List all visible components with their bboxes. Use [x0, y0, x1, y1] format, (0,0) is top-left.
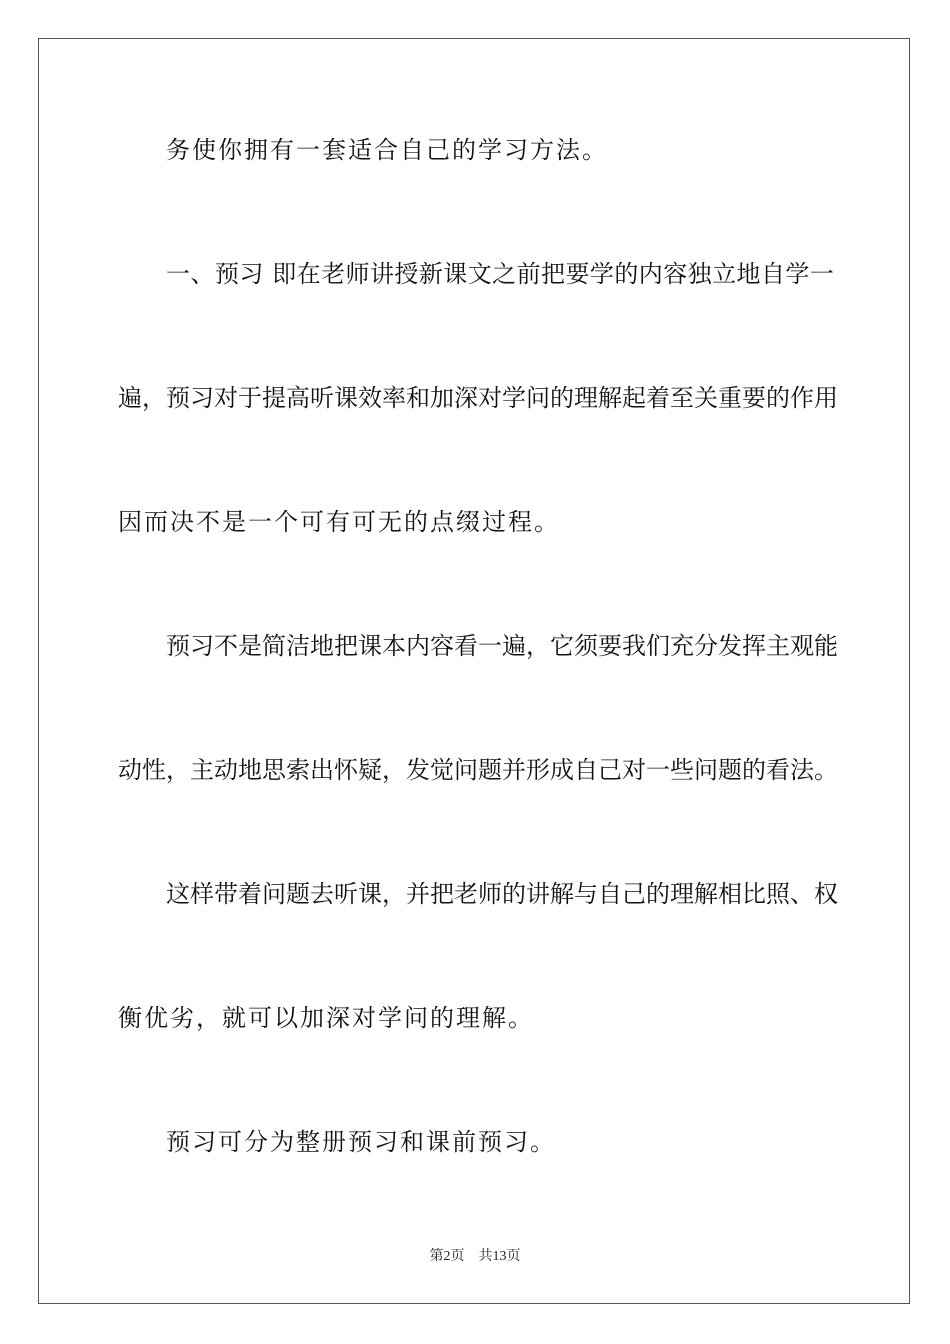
text-char: 发 — [406, 756, 430, 784]
text-char: 遍 — [502, 632, 526, 660]
text-char: 独 — [687, 260, 712, 288]
text-char: 的 — [646, 880, 670, 908]
text-char: 索 — [286, 756, 310, 784]
text-char: 课 — [358, 880, 382, 908]
text-char: 们 — [646, 632, 670, 660]
text-char: 的 — [550, 384, 574, 412]
text-char: 本 — [382, 632, 406, 660]
text-char: 对 — [214, 384, 238, 412]
text-char: 成 — [550, 756, 574, 784]
text-char: 容 — [430, 632, 454, 660]
text-char: ， — [526, 632, 550, 660]
text-char: 这 — [166, 880, 190, 908]
text-char: 形 — [526, 756, 550, 784]
text-char: 率 — [382, 384, 406, 412]
text-char: 课 — [443, 260, 468, 288]
text-char: 学 — [785, 260, 810, 288]
text-char: 、 — [190, 260, 215, 288]
text-char: 看 — [454, 632, 478, 660]
text-char: 的 — [742, 756, 766, 784]
text-char: 己 — [622, 880, 646, 908]
text-line-4: 因而决不是一个可有可无的点缀过程。 — [118, 508, 560, 536]
text-char: 看 — [766, 756, 790, 784]
text-char: 与 — [574, 880, 598, 908]
text-char: 须 — [574, 632, 598, 660]
text-char: 不 — [214, 632, 238, 660]
text-char: 习 — [190, 384, 214, 412]
text-char: 自 — [760, 260, 785, 288]
text-char: 样 — [190, 880, 214, 908]
text-char: 己 — [598, 756, 622, 784]
text-char: 起 — [622, 384, 646, 412]
text-char: 理 — [574, 384, 598, 412]
text-char: 解 — [550, 880, 574, 908]
text-char: 地 — [238, 756, 262, 784]
text-char: 主 — [190, 756, 214, 784]
text-char: 动 — [214, 756, 238, 784]
text-char: 并 — [502, 756, 526, 784]
text-line-8: 衡优劣，就可以加深对学问的理解。 — [118, 1004, 534, 1032]
text-char: 着 — [238, 880, 262, 908]
text-char: 地 — [310, 632, 334, 660]
text-char: 动 — [118, 756, 142, 784]
text-char: 重 — [718, 384, 742, 412]
text-char: 些 — [670, 756, 694, 784]
current-page-number: 第2页 — [429, 1249, 465, 1264]
text-char: 比 — [742, 880, 766, 908]
text-char: 至 — [670, 384, 694, 412]
text-char: 理 — [670, 880, 694, 908]
text-char: 深 — [454, 384, 478, 412]
text-char: 能 — [814, 632, 838, 660]
text-char: 要 — [598, 632, 622, 660]
text-char: 之 — [492, 260, 517, 288]
text-char: 带 — [214, 880, 238, 908]
text-char: 解 — [598, 384, 622, 412]
text-char: 效 — [358, 384, 382, 412]
text-char: 要 — [565, 260, 590, 288]
text-char: 前 — [516, 260, 541, 288]
text-char: 预 — [166, 384, 190, 412]
text-char: 分 — [694, 632, 718, 660]
text-char: 它 — [550, 632, 574, 660]
text-char: 挥 — [742, 632, 766, 660]
text-char: 问 — [454, 756, 478, 784]
page-footer — [0, 1248, 950, 1266]
text-char: 习 — [239, 260, 264, 288]
text-char: 学 — [502, 384, 526, 412]
text-char: 题 — [478, 756, 502, 784]
text-char: 发 — [718, 632, 742, 660]
text-char: 的 — [502, 880, 526, 908]
text-char: 权 — [814, 880, 838, 908]
text-char: 对 — [478, 384, 502, 412]
text-char: 容 — [663, 260, 688, 288]
text-char: 一 — [166, 260, 190, 288]
text-char: ， — [142, 384, 166, 412]
text-char: 、 — [790, 880, 814, 908]
text-char: 习 — [190, 632, 214, 660]
text-char: 对 — [622, 756, 646, 784]
text-line-5 — [166, 631, 838, 661]
text-line-9: 预习可分为整册预习和课前预习。 — [166, 1128, 556, 1156]
text-char: ， — [382, 880, 406, 908]
text-char: 问 — [694, 756, 718, 784]
text-char — [264, 259, 272, 289]
text-char: 预 — [166, 632, 190, 660]
text-char: 思 — [262, 756, 286, 784]
text-line-3 — [118, 383, 838, 413]
text-char: 简 — [262, 632, 286, 660]
text-char: 讲 — [526, 880, 550, 908]
text-char: 听 — [310, 384, 334, 412]
text-char: 法 — [790, 756, 814, 784]
text-char: 课 — [358, 632, 382, 660]
text-char: 问 — [526, 384, 550, 412]
text-char: 一 — [646, 756, 670, 784]
text-char: 主 — [766, 632, 790, 660]
text-char: 洁 — [286, 632, 310, 660]
text-char: 听 — [334, 880, 358, 908]
text-char: 老 — [321, 260, 346, 288]
text-char: 问 — [262, 880, 286, 908]
text-char: ， — [166, 756, 190, 784]
text-char: 我 — [622, 632, 646, 660]
text-char: 觉 — [430, 756, 454, 784]
text-char: 课 — [334, 384, 358, 412]
text-char: 立 — [712, 260, 737, 288]
text-char: 把 — [334, 632, 358, 660]
text-char: 高 — [286, 384, 310, 412]
text-char: 学 — [589, 260, 614, 288]
text-char: 题 — [718, 756, 742, 784]
text-char: 老 — [454, 880, 478, 908]
text-char: 内 — [406, 632, 430, 660]
text-line-7 — [166, 879, 838, 909]
text-char: 于 — [238, 384, 262, 412]
text-char: 解 — [694, 880, 718, 908]
text-char: 自 — [598, 880, 622, 908]
text-char: 遍 — [118, 384, 142, 412]
page-border — [38, 38, 910, 1304]
text-char: 并 — [406, 880, 430, 908]
text-char: 相 — [718, 880, 742, 908]
text-char: 一 — [809, 260, 834, 288]
total-pages: 共13页 — [478, 1249, 521, 1264]
text-char: 师 — [345, 260, 370, 288]
text-char: 用 — [814, 384, 838, 412]
text-char: 提 — [262, 384, 286, 412]
text-line-1: 务使你拥有一套适合自己的学习方法。 — [166, 136, 608, 164]
text-char: 着 — [646, 384, 670, 412]
text-char: 充 — [670, 632, 694, 660]
text-char: 把 — [541, 260, 565, 288]
text-char: ， — [382, 756, 406, 784]
text-char: 出 — [310, 756, 334, 784]
text-char: 一 — [478, 632, 502, 660]
text-char: 题 — [286, 880, 310, 908]
text-char: 预 — [214, 260, 239, 288]
text-char: 作 — [790, 384, 814, 412]
text-char: 。 — [814, 756, 838, 784]
text-char: 文 — [467, 260, 492, 288]
text-char: 即 — [272, 260, 297, 288]
text-char: 观 — [790, 632, 814, 660]
text-char: 自 — [574, 756, 598, 784]
text-char: 疑 — [358, 756, 382, 784]
text-char: 的 — [766, 384, 790, 412]
text-char: 讲 — [369, 260, 394, 288]
text-char: 的 — [614, 260, 639, 288]
text-char: 地 — [736, 260, 761, 288]
text-char: 和 — [406, 384, 430, 412]
text-char: 怀 — [334, 756, 358, 784]
text-char: 照 — [766, 880, 790, 908]
text-char: 内 — [638, 260, 663, 288]
text-char: 是 — [238, 632, 262, 660]
text-char: 新 — [418, 260, 443, 288]
text-line-2 — [166, 259, 834, 289]
text-char: 把 — [430, 880, 454, 908]
text-char: 性 — [142, 756, 166, 784]
text-char: 加 — [430, 384, 454, 412]
text-char: 在 — [296, 260, 321, 288]
text-char: 去 — [310, 880, 334, 908]
text-char: 师 — [478, 880, 502, 908]
text-char: 授 — [394, 260, 419, 288]
text-line-6 — [118, 755, 838, 785]
text-char: 要 — [742, 384, 766, 412]
text-char: 关 — [694, 384, 718, 412]
